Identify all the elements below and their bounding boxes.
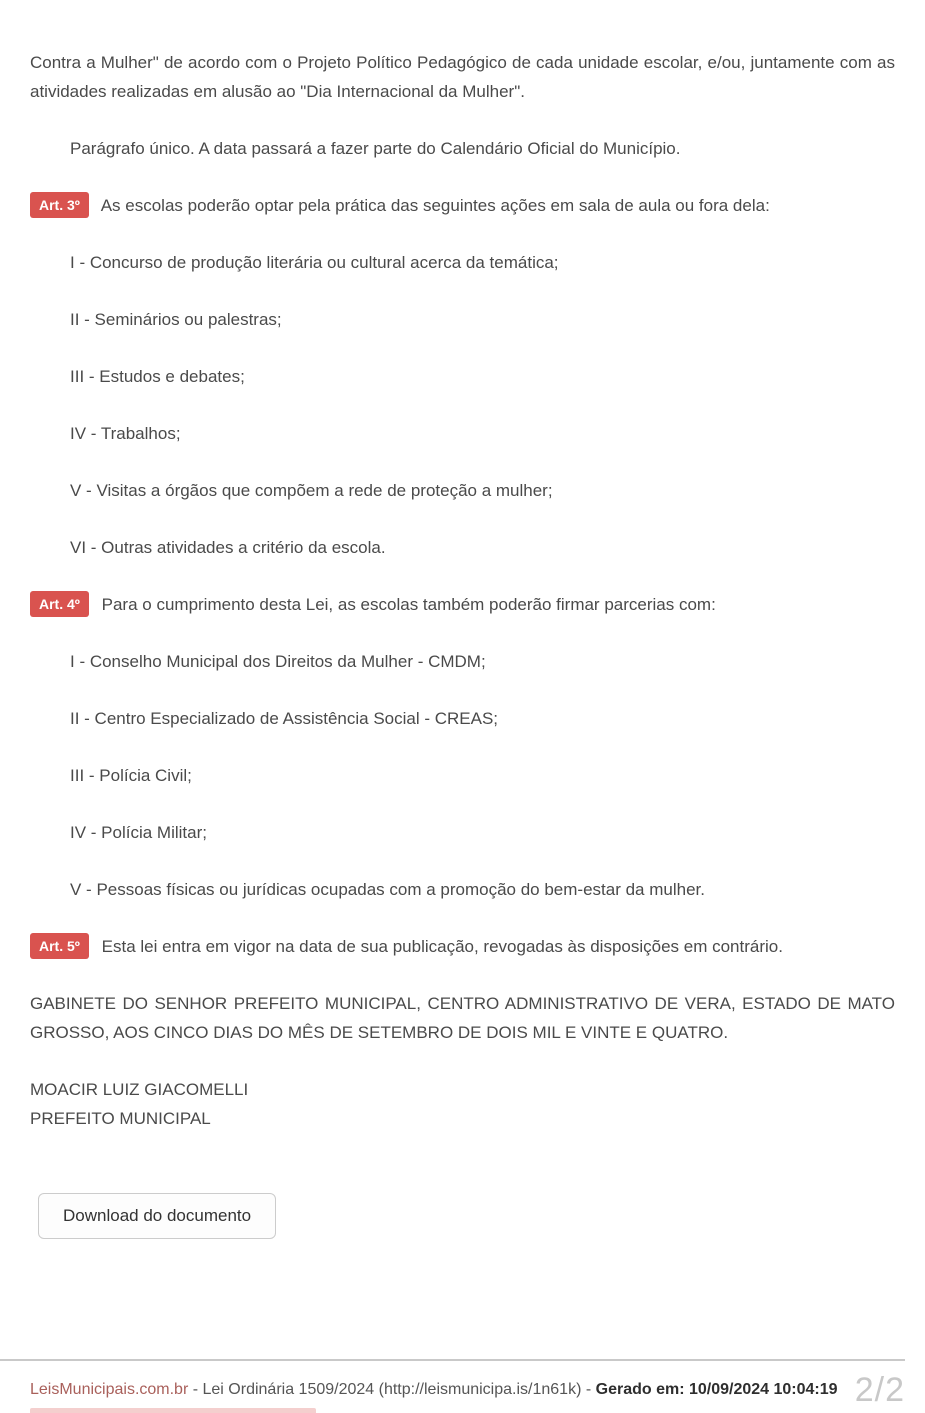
article-4-item-3: III - Polícia Civil; [70, 766, 192, 785]
article-4-item-1: I - Conselho Municipal dos Direitos da Mulher - CMDM; [70, 652, 486, 671]
page-edge-red-artifact [30, 1408, 316, 1413]
article-4-item-5: V - Pessoas físicas ou jurídicas ocupadas com a promoção do bem-estar da mulher. [70, 880, 705, 899]
article-3-item-1: I - Concurso de produção literária ou cultural acerca da temática; [70, 253, 559, 272]
article-5-text: Esta lei entra em vigor na data de sua publicação, revogadas às disposições em contrário. [101, 937, 783, 956]
footer-generated-timestamp: Gerado em: 10/09/2024 10:04:19 [595, 1381, 838, 1398]
signature-name: MOACIR LUIZ GIACOMELLI [30, 1080, 249, 1099]
leismunicipais-link[interactable]: LeisMunicipais.com.br [30, 1381, 189, 1398]
article-4-badge: Art. 4º [30, 591, 89, 617]
intro-paragraph: Contra a Mulher" de acordo com o Projeto Político Pedagógico de cada unidade escolar, e/ou, juntamente com as atividades realizadas em alusão ao "Dia Internacional da Mulher". [30, 53, 895, 101]
article-5-paragraph [30, 932, 895, 961]
article-4-text: Para o cumprimento desta Lei, as escolas também poderão firmar parcerias com: [101, 595, 716, 614]
article-3-item-2: II - Seminários ou palestras; [70, 310, 282, 329]
article-3-paragraph [30, 191, 895, 220]
page-number-indicator: 2/2 [854, 1371, 905, 1409]
article-4-paragraph [30, 590, 895, 619]
article-5-badge: Art. 5º [30, 933, 89, 959]
article-3-badge: Art. 3º [30, 192, 89, 218]
article-3-text: As escolas poderão optar pela prática das seguintes ações em sala de aula ou fora dela: [100, 196, 770, 215]
footer-text [30, 1381, 838, 1399]
paragrafo-unico: Parágrafo único. A data passará a fazer parte do Calendário Oficial do Município. [70, 139, 681, 158]
signature-block [30, 1075, 895, 1133]
signature-title: PREFEITO MUNICIPAL [30, 1109, 211, 1128]
footer-doc-reference: - Lei Ordinária 1509/2024 (http://leismunicipa.is/1n61k) - [192, 1381, 592, 1398]
article-3-item-4: IV - Trabalhos; [70, 424, 181, 443]
download-document-button[interactable]: Download do documento [38, 1193, 276, 1239]
page-footer [0, 1359, 925, 1413]
article-4-item-4: IV - Polícia Militar; [70, 823, 207, 842]
closing-paragraph: GABINETE DO SENHOR PREFEITO MUNICIPAL, CENTRO ADMINISTRATIVO DE VERA, ESTADO DE MATO GROSSO, AOS CINCO DIAS DO MÊS DE SETEMBRO DE DOIS MIL E VINTE E QUATRO. [30, 994, 895, 1042]
article-3-item-6: VI - Outras atividades a critério da escola. [70, 538, 386, 557]
article-3-item-5: V - Visitas a órgãos que compõem a rede de proteção a mulher; [70, 481, 553, 500]
article-4-item-2: II - Centro Especializado de Assistência Social - CREAS; [70, 709, 499, 728]
article-3-item-3: III - Estudos e debates; [70, 367, 245, 386]
